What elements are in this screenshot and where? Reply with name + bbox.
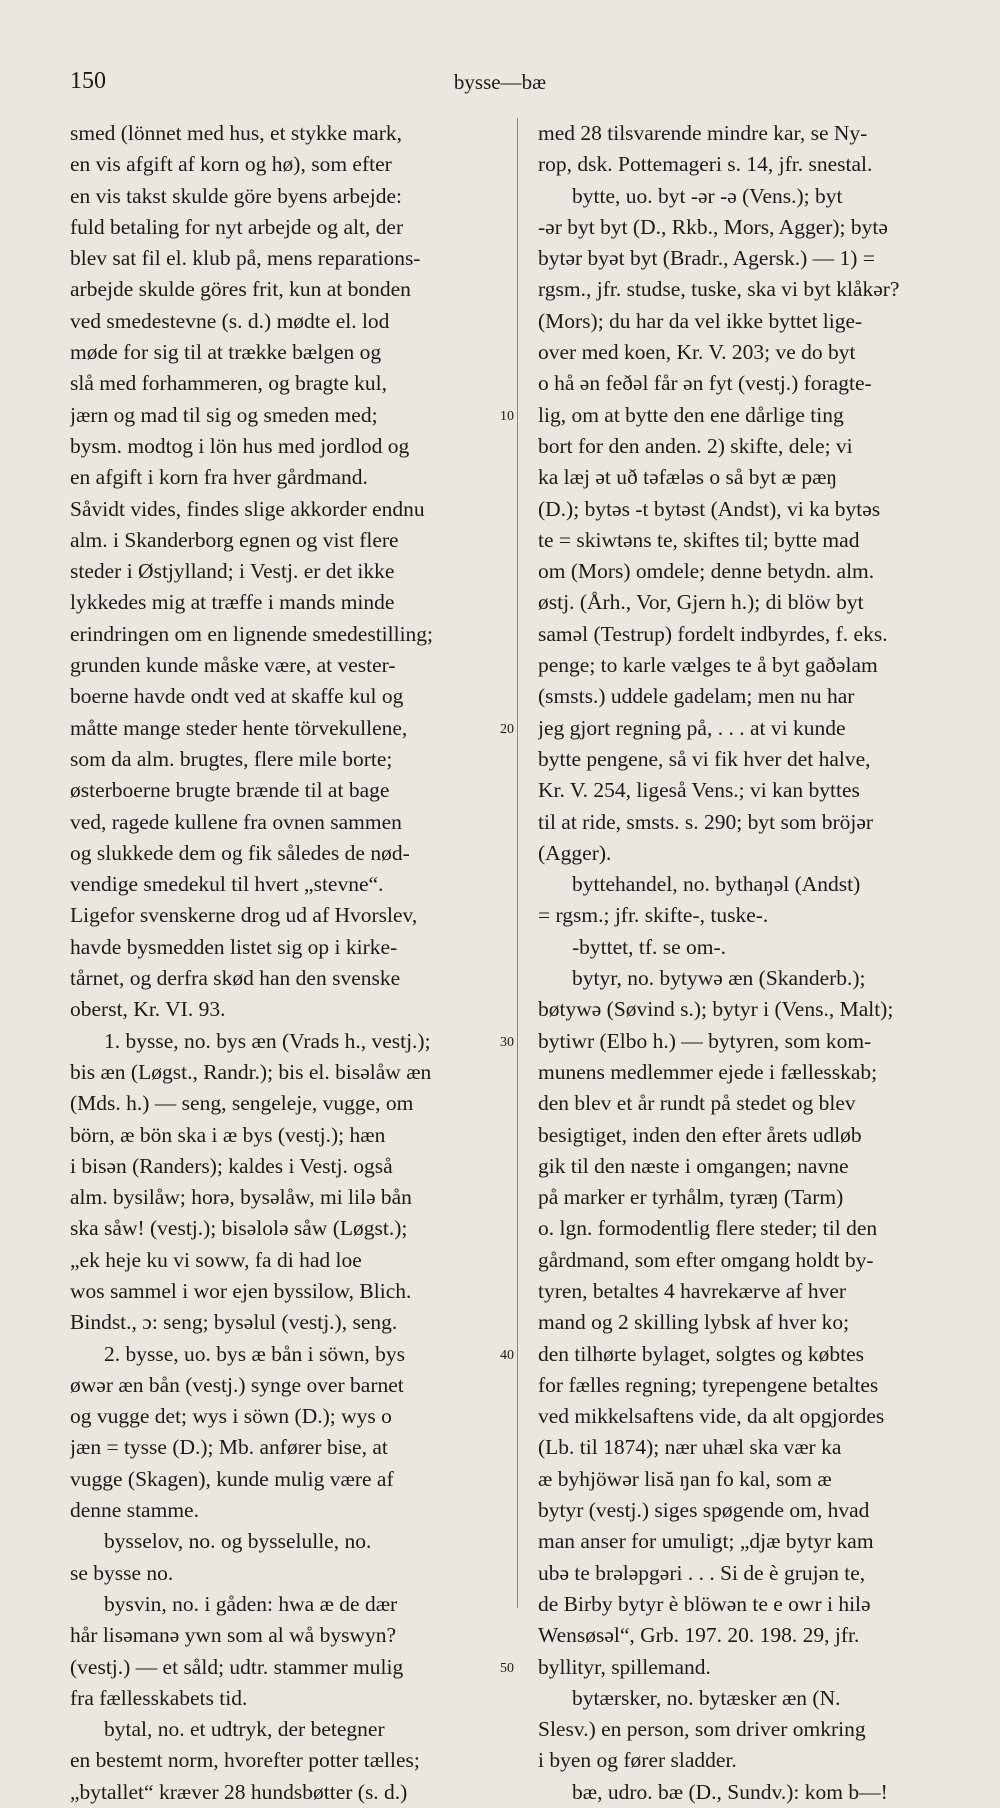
- text-line: østj. (Årh., Vor, Gjern h.); di blöw byt: [538, 590, 864, 615]
- text-line: bytal, no. et udtryk, der betegner: [104, 1717, 385, 1742]
- text-line: en vis afgift af korn og hø), som efter: [70, 152, 392, 177]
- text-line: (Mds. h.) — seng, sengeleje, vugge, om: [70, 1091, 414, 1116]
- text-line: 2. bysse, uo. bys æ bån i söwn, bys: [104, 1341, 406, 1366]
- text-line: rgsm., jfr. studse, tuske, ska vi byt klåkər?: [538, 277, 900, 302]
- text-line: denne stamme.: [70, 1498, 199, 1523]
- text-line: (vestj.) — et såld; udtr. stammer mulig: [70, 1654, 404, 1679]
- text-line: bort for den anden. 2) skifte, dele; vi: [538, 433, 853, 458]
- text-line: havde bysmedden listet sig op i kirke-: [70, 934, 398, 959]
- text-line: lykkedes mig at træffe i mands minde: [70, 590, 395, 615]
- text-line: -ər byt byt (D., Rkb., Mors, Agger); bytə: [538, 214, 888, 239]
- text-line: den tilhørte bylaget, solgtes og købtes: [538, 1341, 865, 1366]
- text-line: = rgsm.; jfr. skifte-, tuske-.: [538, 903, 769, 928]
- text-line: ved, ragede kullene fra ovnen sammen: [70, 809, 402, 834]
- text-line: og vugge det; wys i söwn (D.); wys o: [70, 1404, 392, 1429]
- text-line: boerne havde ondt ved at skaffe kul og: [70, 684, 404, 709]
- text-line: den blev et år rundt på stedet og blev: [538, 1091, 856, 1116]
- text-line: penge; to karle vælges te å byt gaðəlam: [538, 653, 878, 678]
- text-line: bytærsker, no. bytæsker æn (N.: [572, 1685, 841, 1710]
- text-line: vugge (Skagen), kunde mulig være af: [70, 1466, 394, 1491]
- text-line: bysselov, no. og bysselulle, no.: [104, 1529, 372, 1554]
- line-number: 10: [500, 408, 514, 424]
- text-line: alm. bysilåw; horə, bysəlåw, mi lilə bån: [70, 1185, 412, 1210]
- right-column: [538, 118, 968, 1808]
- text-line: bøtywə (Søvind s.); bytyr i (Vens., Malt);: [538, 997, 894, 1022]
- text-line: Slesv.) en person, som driver omkring: [538, 1717, 866, 1742]
- text-line: (Agger).: [538, 840, 612, 865]
- text-line: steder i Østjylland; i Vestj. er det ikke: [70, 559, 395, 584]
- text-line: „ek heje ku vi soww, fa di had loe: [70, 1247, 362, 1272]
- text-line: -byttet, tf. se om-.: [572, 934, 727, 959]
- text-line: grunden kunde måske være, at vester-: [70, 653, 396, 678]
- line-number: 50: [500, 1660, 514, 1676]
- text-line: møde for sig til at trække bælgen og: [70, 340, 382, 365]
- text-line: wos sammel i wor ejen byssilow, Blich.: [70, 1278, 412, 1303]
- text-line: besigtiget, inden den efter årets udløb: [538, 1122, 862, 1147]
- text-line: slå med forhammeren, og bragte kul,: [70, 371, 388, 396]
- left-column: [70, 118, 500, 1808]
- text-line: over med koen, Kr. V. 203; ve do byt: [538, 340, 856, 365]
- text-line: rop, dsk. Pottemageri s. 14, jfr. snestal.: [538, 152, 873, 177]
- page-number: 150: [70, 68, 106, 94]
- text-line: (Lb. til 1874); nær uhæl ska vær ka: [538, 1435, 842, 1460]
- text-line: se bysse no.: [70, 1560, 174, 1585]
- text-line: man anser for umuligt; „djæ bytyr kam: [538, 1529, 874, 1554]
- line-number: 20: [500, 721, 514, 737]
- text-line: jeg gjort regning på, . . . at vi kunde: [538, 715, 846, 740]
- text-line: æ byhjöwər lisă ŋan fo kal, som æ: [538, 1466, 832, 1491]
- text-line: på marker er tyrhålm, tyræŋ (Tarm): [538, 1185, 844, 1210]
- text-line: bytər byət byt (Bradr., Agersk.) — 1) =: [538, 246, 875, 271]
- text-line: som da alm. brugtes, flere mile borte;: [70, 746, 393, 771]
- text-line: fuld betaling for nyt arbejde og alt, der: [70, 214, 404, 239]
- column-divider: [517, 118, 518, 1608]
- text-line: ska såw! (vestj.); bisəlolə såw (Løgst.);: [70, 1216, 408, 1241]
- text-line: en afgift i korn fra hver gårdmand.: [70, 465, 368, 490]
- text-line: ved smedestevne (s. d.) mødte el. lod: [70, 308, 390, 333]
- text-line: gårdmand, som efter omgang holdt by-: [538, 1247, 874, 1272]
- text-line: o hå ən feðəl får ən fyt (vestj.) foragte-: [538, 371, 872, 396]
- text-line: til at ride, smsts. s. 290; byt som bröjər: [538, 809, 874, 834]
- text-line: jæn = tysse (D.); Mb. anfører bise, at: [70, 1435, 388, 1460]
- text-line: med 28 tilsvarende mindre kar, se Ny-: [538, 121, 868, 145]
- text-line: Såvidt vides, findes slige akkorder endnu: [70, 496, 425, 521]
- text-line: Bindst., ɔ: seng; bysəlul (vestj.), seng.: [70, 1310, 398, 1335]
- text-line: erindringen om en lignende smedestilling;: [70, 621, 434, 646]
- text-line: fra fællesskabets tid.: [70, 1685, 248, 1710]
- text-line: lig, om at bytte den ene dårlige ting: [538, 402, 844, 427]
- text-line: Kr. V. 254, ligeså Vens.; vi kan byttes: [538, 778, 860, 803]
- text-line: mand og 2 skilling lybsk af hver ko;: [538, 1310, 850, 1335]
- text-line: byttehandel, no. bythaŋəl (Andst): [572, 872, 861, 897]
- text-line: bysvin, no. i gåden: hwa æ de dær: [104, 1591, 398, 1616]
- text-line: ved mikkelsaftens vide, da alt opgjordes: [538, 1404, 885, 1429]
- line-number: 40: [500, 1347, 514, 1363]
- text-line: ka læj ət uð təfæləs o så byt æ pæŋ: [538, 465, 838, 490]
- text-line: munens medlemmer ejede i fællesskab;: [538, 1059, 878, 1084]
- text-line: bytyr (vestj.) siges spøgende om, hvad: [538, 1498, 870, 1523]
- text-line: østerboerne brugte brænde til at bage: [70, 778, 390, 803]
- text-line: bytiwr (Elbo h.) — bytyren, som kom-: [538, 1028, 872, 1053]
- text-line: vendige smedekul til hvert „stevne“.: [70, 872, 384, 897]
- text-line: te = skiwtəns te, skiftes til; bytte mad: [538, 527, 860, 552]
- text-line: blev sat fil el. klub på, mens reparations-: [70, 246, 421, 271]
- text-line: en vis takst skulde göre byens arbejde:: [70, 183, 402, 208]
- text-line: smed (lönnet med hus, et stykke mark,: [70, 121, 402, 145]
- text-line: „bytallet“ kræver 28 hundsbøtter (s. d.): [70, 1779, 408, 1804]
- text-line: de Birby bytyr è blöwən te e owr i hilə: [538, 1591, 871, 1616]
- text-line: gik til den næste i omgangen; navne: [538, 1153, 849, 1178]
- text-line: og slukkede dem og fik således de nød-: [70, 840, 410, 865]
- text-line: (smsts.) uddele gadelam; men nu har: [538, 684, 855, 709]
- text-line: (D.); bytəs -t bytəst (Andst), vi ka bytəs: [538, 496, 881, 521]
- text-line: börn, æ bön ska i æ bys (vestj.); hæn: [70, 1122, 386, 1147]
- text-line: tårnet, og derfra skød han den svenske: [70, 966, 401, 991]
- text-line: Wensøsəl“, Grb. 197. 20. 198. 29, jfr.: [538, 1623, 860, 1648]
- text-line: byllityr, spillemand.: [538, 1654, 711, 1679]
- text-line: o. lgn. formodentlig flere steder; til den: [538, 1216, 878, 1241]
- text-line: måtte mange steder hente törvekullene,: [70, 715, 408, 740]
- text-line: for fælles regning; tyrepengene betaltes: [538, 1372, 879, 1397]
- text-line: arbejde skulde göres frit, kun at bonden: [70, 277, 411, 302]
- page-header: [70, 68, 930, 98]
- text-line: saməl (Testrup) fordelt indbyrdes, f. eks.: [538, 621, 888, 646]
- text-line: (Mors); du har da vel ikke byttet lige-: [538, 308, 863, 333]
- line-number: 30: [500, 1034, 514, 1050]
- text-line: alm. i Skanderborg egnen og vist flere: [70, 527, 399, 552]
- text-line: en bestemt norm, hvorefter potter tælles;: [70, 1748, 420, 1773]
- text-line: bytte pengene, så vi fik hver det halve,: [538, 746, 871, 771]
- text-line: i bisən (Randers); kaldes i Vestj. også: [70, 1153, 393, 1178]
- text-line: hår lisəmanə ywn som al wå byswyn?: [70, 1623, 397, 1648]
- text-line: bytyr, no. bytywə æn (Skanderb.);: [572, 966, 866, 991]
- text-line: i byen og fører sladder.: [538, 1748, 737, 1773]
- text-line: jærn og mad til sig og smeden med;: [70, 402, 378, 427]
- text-line: tyren, betaltes 4 havrekærve af hver: [538, 1278, 847, 1303]
- text-line: bis æn (Løgst., Randr.); bis el. bisəlåw æn: [70, 1059, 432, 1084]
- text-line: om (Mors) omdele; denne betydn. alm.: [538, 559, 875, 584]
- text-line: bysm. modtog i lön hus med jordlod og: [70, 433, 410, 458]
- text-line: bæ, udro. bæ (D., Sundv.): kom b—!: [572, 1779, 888, 1804]
- text-line: Ligefor svenskerne drog ud af Hvorslev,: [70, 903, 418, 928]
- text-line: ubə te brələpgəri . . . Si de è grujən te,: [538, 1560, 866, 1585]
- text-line: oberst, Kr. VI. 93.: [70, 997, 226, 1022]
- running-title: bysse—bæ: [453, 70, 547, 94]
- text-line: 1. bysse, no. bys æn (Vrads h., vestj.);: [104, 1028, 431, 1053]
- text-line: øwər æn bån (vestj.) synge over barnet: [70, 1372, 404, 1397]
- text-line: bytte, uo. byt -ər -ə (Vens.); byt: [572, 183, 843, 208]
